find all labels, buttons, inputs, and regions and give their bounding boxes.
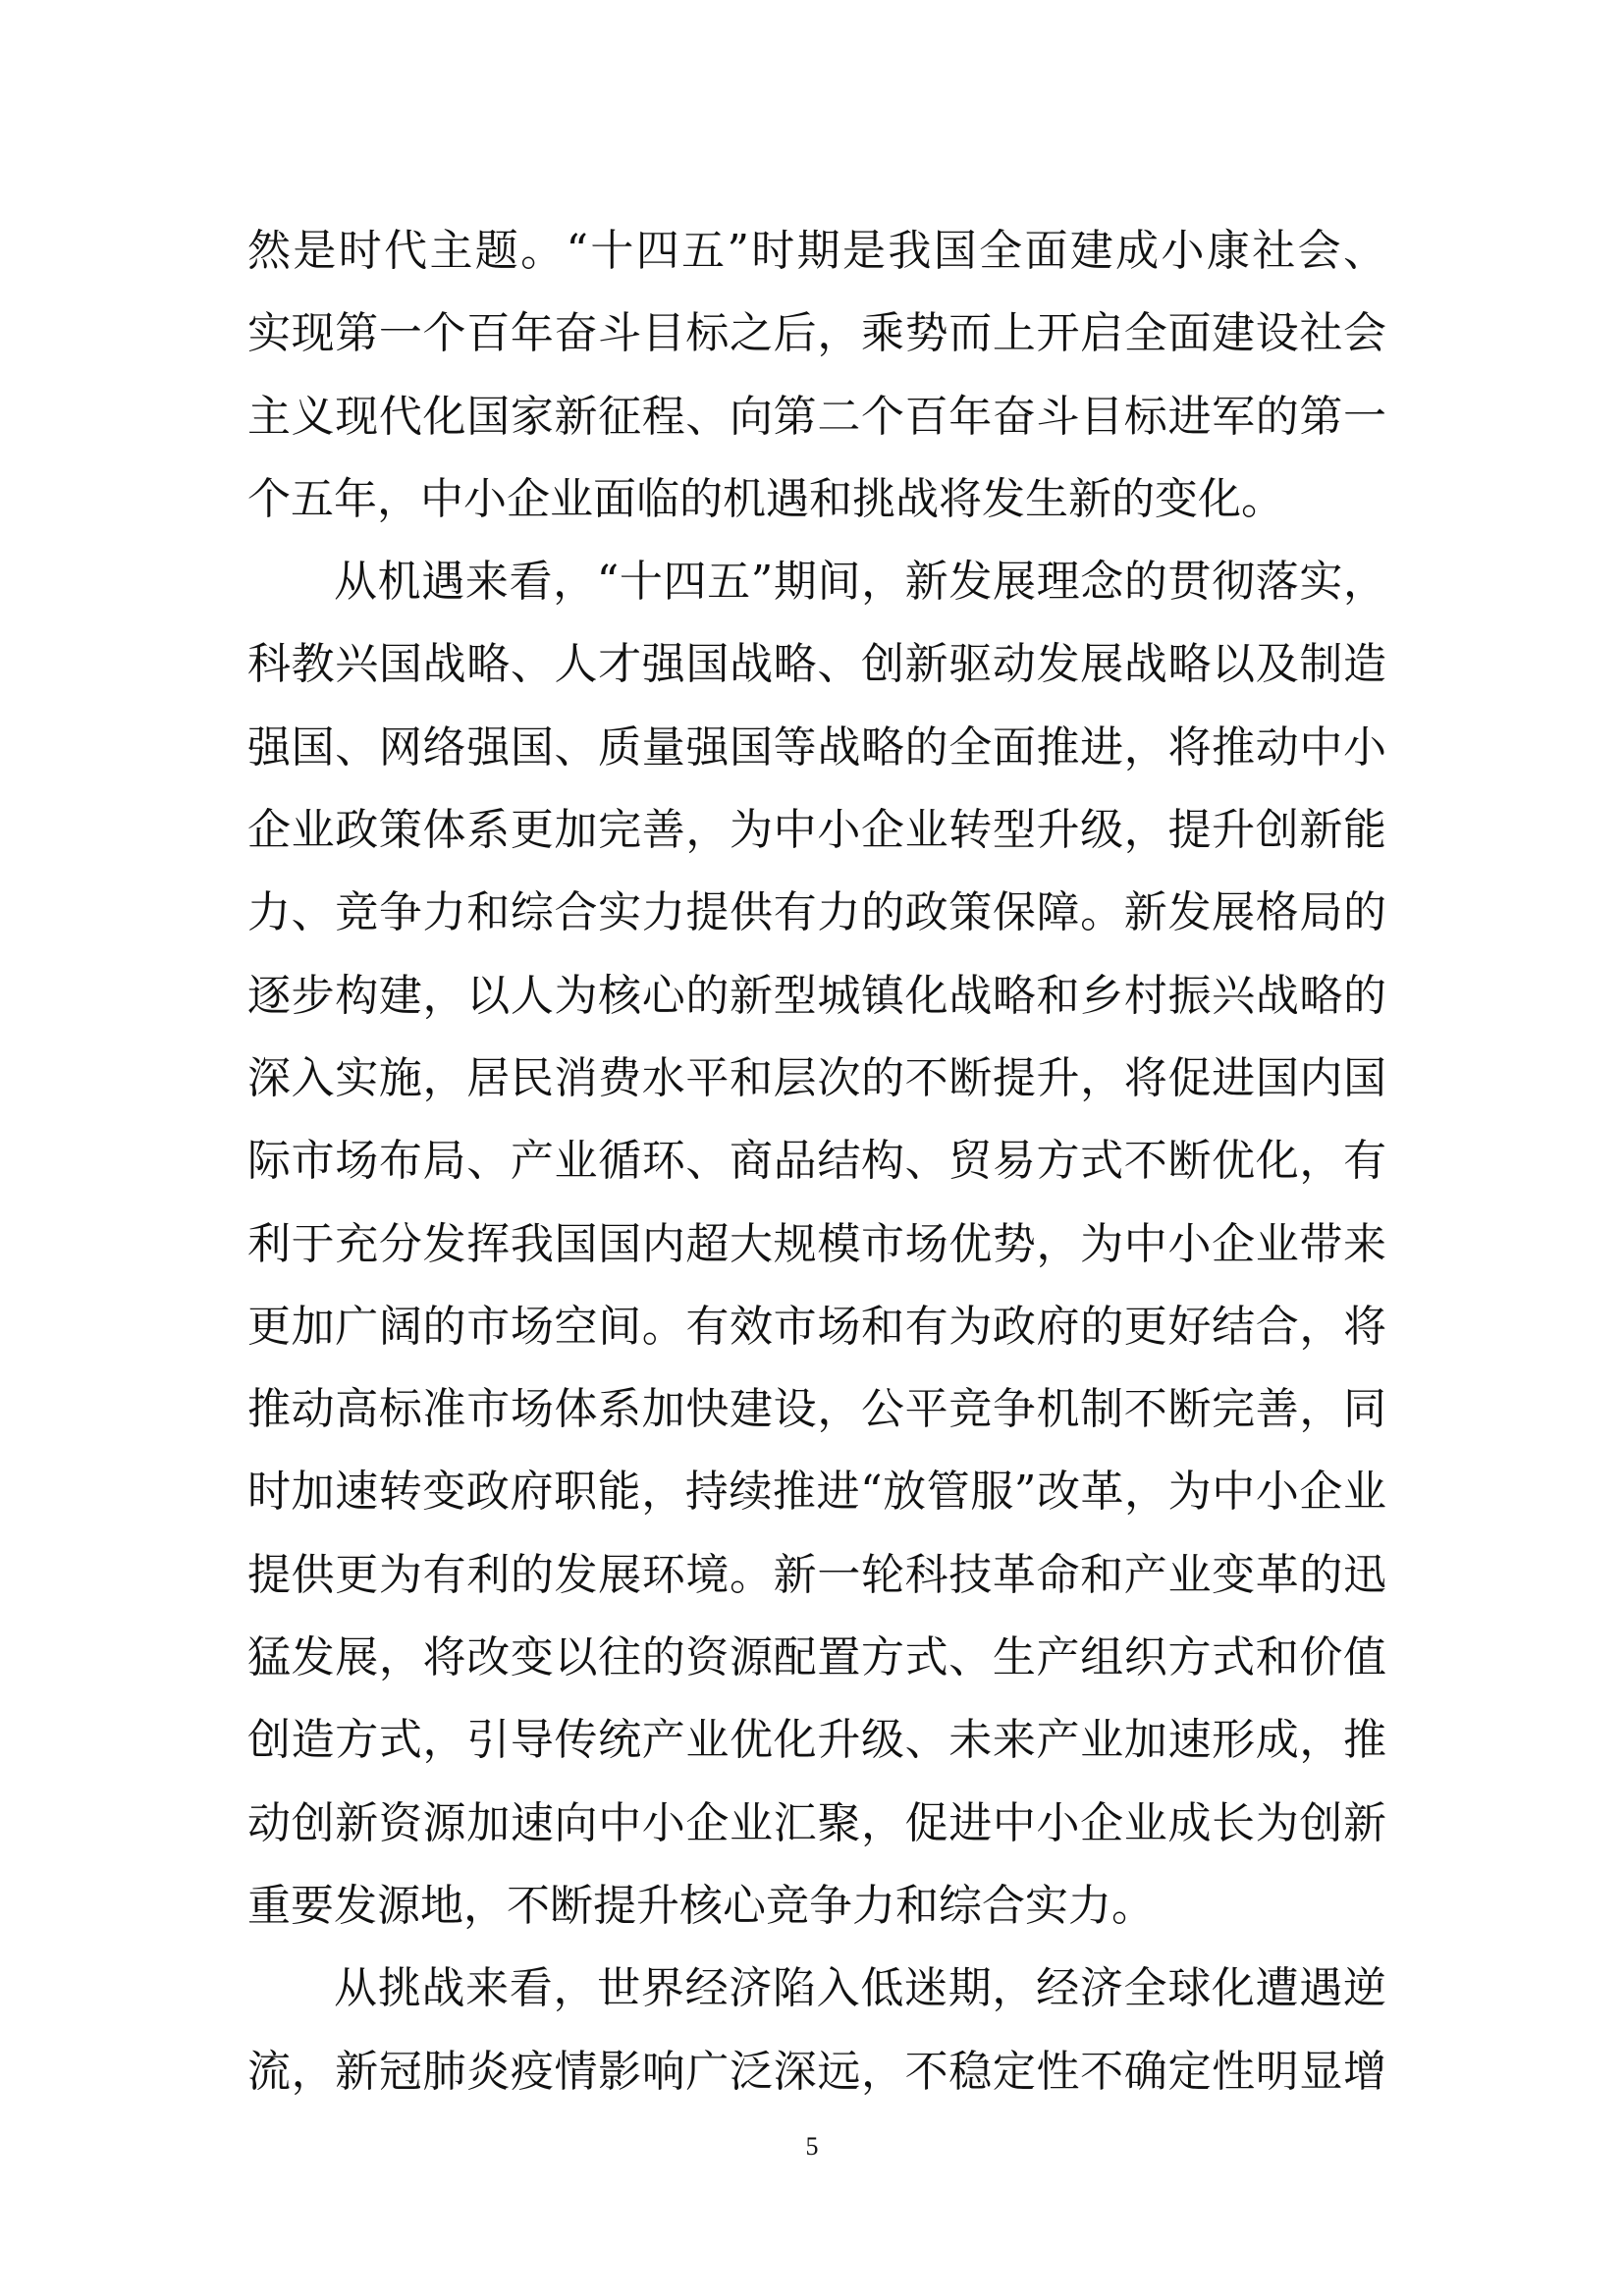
text-line: 利于充分发挥我国国内超大规模市场优势，为中小企业带来 <box>247 1218 1386 1269</box>
text-line: 科教兴国战略、人才强国战略、创新驱动发展战略以及制造 <box>247 639 1386 690</box>
text-line: 从挑战来看，世界经济陷入低迷期，经济全球化遭遇逆 <box>334 1963 1386 2014</box>
text-line: 际市场布局、产业循环、商品结构、贸易方式不断优化，有 <box>247 1136 1386 1187</box>
text-line: 然是时代主题。“十四五”时期是我国全面建成小康社会、 <box>247 226 1386 276</box>
text-line: 从机遇来看，“十四五”期间，新发展理念的贯彻落实， <box>334 557 1386 608</box>
text-line: 强国、网络强国、质量强国等战略的全面推进，将推动中小 <box>247 721 1386 773</box>
page-number: 5 <box>805 2132 819 2161</box>
text-line: 主义现代化国家新征程、向第二个百年奋斗目标进军的第一 <box>247 391 1386 442</box>
text-line: 动创新资源加速向中小企业汇聚，促进中小企业成长为创新 <box>247 1797 1386 1848</box>
text-line: 力、竞争力和综合实力提供有力的政策保障。新发展格局的 <box>247 887 1386 938</box>
text-line: 提供更为有利的发展环境。新一轮科技革命和产业变革的迅 <box>247 1549 1386 1600</box>
text-line: 流，新冠肺炎疫情影响广泛深远，不稳定性不确定性明显增 <box>247 2046 1386 2097</box>
text-line: 个五年，中小企业面临的机遇和挑战将发生新的变化。 <box>247 473 1284 524</box>
text-line: 猛发展，将改变以往的资源配置方式、生产组织方式和价值 <box>247 1632 1386 1683</box>
text-line: 深入实施，居民消费水平和层次的不断提升，将促进国内国 <box>247 1052 1386 1103</box>
text-line: 企业政策体系更加完善，为中小企业转型升级，提升创新能 <box>247 805 1386 856</box>
text-line: 实现第一个百年奋斗目标之后，乘势而上开启全面建设社会 <box>247 308 1386 359</box>
text-line: 更加广阔的市场空间。有效市场和有为政府的更好结合，将 <box>247 1301 1386 1352</box>
text-line: 逐步构建，以人为核心的新型城镇化战略和乡村振兴战略的 <box>247 970 1386 1021</box>
text-line: 创造方式，引导传统产业优化升级、未来产业加速形成，推 <box>247 1715 1386 1766</box>
text-line: 重要发源地，不断提升核心竞争力和综合实力。 <box>247 1880 1155 1931</box>
body-text <box>247 210 1386 2113</box>
text-line: 推动高标准市场体系加快建设，公平竞争机制不断完善，同 <box>247 1384 1386 1435</box>
text-line: 时加速转变政府职能，持续推进“放管服”改革，为中小企业 <box>247 1467 1386 1518</box>
